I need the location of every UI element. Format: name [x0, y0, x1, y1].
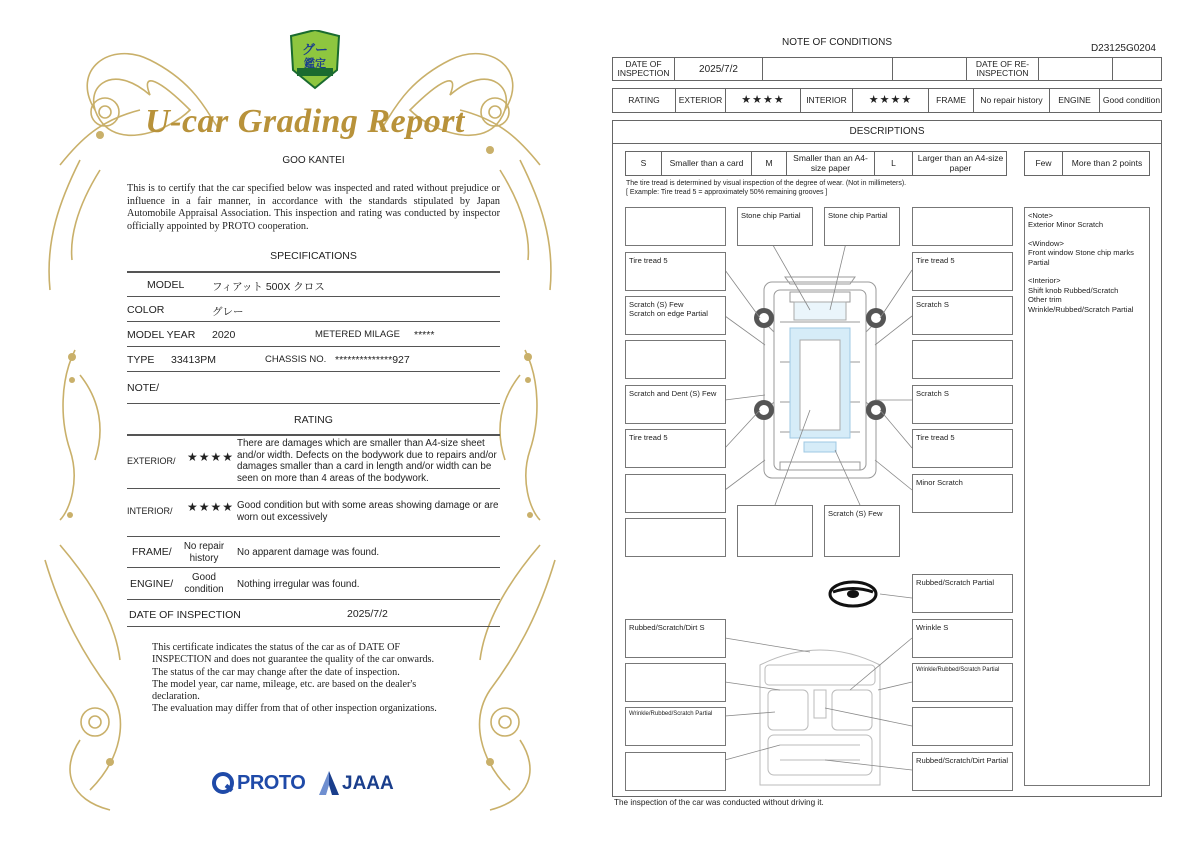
document-id: D23125G0204 — [1090, 43, 1156, 54]
spec-row-note — [127, 372, 500, 404]
exterior-label: EXTERIOR — [676, 89, 726, 112]
color-value: グレー — [212, 306, 244, 318]
footer-line: This certificate indicates the status of the car as of DATE OF — [152, 642, 401, 653]
damage-box-left-front-tire: Tire tread 5 — [625, 252, 726, 291]
date-of-inspection-label: DATE OF INSPECTION — [613, 58, 675, 80]
legend-few: Few — [1025, 152, 1063, 175]
damage-box-right-rear: Minor Scratch — [912, 474, 1013, 513]
proto-logo-text: PROTO — [237, 772, 306, 794]
exterior-stars: ★★★★ — [726, 89, 801, 112]
rating-label: RATING — [613, 89, 676, 112]
damage-box-rear-seat: Rubbed/Scratch/Dirt Partial — [912, 752, 1013, 791]
frame-description: No apparent damage was found. — [237, 547, 380, 558]
date-of-reinspection-label: DATE OF RE-INSPECTION — [967, 58, 1039, 80]
chassis-value: **************927 — [335, 354, 410, 366]
damage-box-right-front: Scratch S — [912, 296, 1013, 335]
damage-box-empty — [625, 207, 726, 246]
damage-box-empty — [737, 505, 813, 557]
exterior-label: EXTERIOR/ — [127, 456, 176, 466]
engine-label: ENGINE — [1050, 89, 1100, 112]
type-value: 33413PM — [171, 354, 216, 366]
svg-text:鑑定: 鑑定 — [304, 57, 326, 70]
svg-text:グー: グー — [301, 43, 329, 58]
interior-description: Good condition but with some areas showing damage or are worn out excessively — [237, 500, 499, 523]
model-year-value: 2020 — [212, 329, 236, 341]
damage-box-empty — [625, 663, 726, 702]
tire-note-2: [ Example: Tire tread 5 = approximately 50% remaining grooves ] — [626, 189, 828, 196]
damage-box-right-trim: Wrinkle/Rubbed/Scratch Partial — [912, 663, 1013, 702]
chassis-label: CHASSIS NO. — [265, 354, 327, 365]
rating-row-engine — [127, 568, 500, 600]
damage-box-right-door: Scratch S — [912, 385, 1013, 424]
damage-box-right-rear-tire: Tire tread 5 — [912, 429, 1013, 468]
notes-line: Wrinkle/Rubbed/Scratch Partial — [1028, 304, 1134, 314]
damage-box-right-seat: Wrinkle S — [912, 619, 1013, 658]
metered-milage-label: METERED MILAGE — [315, 329, 400, 340]
damage-box-empty — [625, 752, 726, 791]
damage-box-steering: Rubbed/Scratch Partial — [912, 574, 1013, 613]
interior-label: INTERIOR — [801, 89, 853, 112]
certificate-intro: This is to certify that the car specified below was inspected and rated without prejudice or influence in a fair manner, in accordance with the standards stipulated by Japan Automobile Appraisal Association. This inspection and rating was conducted by inspector officially appointed by PROTO cooperation. — [127, 183, 500, 232]
descriptions-heading: DESCRIPTIONS — [612, 120, 1162, 144]
damage-box-left-trim: Wrinkle/Rubbed/Scratch Partial — [625, 707, 726, 746]
interior-stars: ★★★★ — [187, 500, 235, 514]
damage-box-left-door: Scratch and Dent (S) Few — [625, 385, 726, 424]
model-label: MODEL — [147, 279, 185, 291]
damage-box-right-front-tire: Tire tread 5 — [912, 252, 1013, 291]
legend-s: S — [626, 152, 662, 175]
interior-label: INTERIOR/ — [127, 506, 173, 516]
footer-line: The evaluation may differ from that of other inspection organizations. — [152, 703, 437, 715]
frame-value: No repair history — [183, 541, 225, 564]
spec-row-color — [127, 297, 500, 322]
spec-row-model-year — [127, 322, 500, 347]
goo-kantei-badge-icon — [287, 30, 343, 90]
rating-row-interior — [127, 489, 500, 537]
damage-box-empty — [912, 707, 1013, 746]
legend-m-desc: Smaller than an A4-size paper — [787, 152, 875, 175]
frame-label: FRAME — [929, 89, 974, 112]
notes-line: Other trim — [1028, 295, 1062, 305]
notes-line: Exterior Minor Scratch — [1028, 220, 1104, 230]
spec-row-model — [127, 272, 500, 297]
damage-box-rear: Scratch (S) Few — [824, 505, 900, 557]
damage-box-empty — [625, 518, 726, 557]
damage-box-dashboard: Rubbed/Scratch/Dirt S — [625, 619, 726, 658]
report-title: U-car Grading Report — [145, 103, 465, 140]
engine-label: ENGINE/ — [130, 578, 174, 590]
notes-line: Front window Stone chip marks Partial — [1028, 248, 1134, 267]
rating-row-exterior — [127, 435, 500, 489]
date-of-inspection-row — [127, 600, 500, 627]
rating-heading: RATING — [294, 414, 333, 426]
note-label: NOTE/ — [127, 382, 160, 394]
footer-line: declaration. — [152, 691, 200, 703]
jaaa-logo-icon — [318, 770, 340, 796]
legend-few-desc: More than 2 points — [1071, 157, 1143, 168]
notes-line: <Note> — [1028, 211, 1053, 220]
rating-row-frame — [127, 537, 500, 568]
certificate-footer — [152, 642, 482, 716]
damage-box-empty — [912, 207, 1013, 246]
notes-line: Shift knob Rubbed/Scratch — [1028, 285, 1119, 295]
exterior-stars: ★★★★ — [187, 450, 235, 464]
engine-value: Good condition — [184, 572, 224, 595]
color-label: COLOR — [127, 304, 165, 316]
damage-box-empty — [625, 474, 726, 513]
damage-box-front-right: Stone chip Partial — [824, 207, 900, 246]
specifications-heading: SPECIFICATIONS — [270, 250, 357, 262]
model-year-label: MODEL YEAR — [127, 329, 196, 341]
frame-label: FRAME/ — [132, 546, 172, 558]
frame-value: No repair history — [974, 89, 1050, 112]
report-subtitle: GOO KANTEI — [282, 155, 345, 166]
legend-l-desc: Larger than an A4-size paper — [917, 153, 1004, 173]
footer-line: The model year, car name, mileage, etc. are based on the dealer's — [152, 678, 417, 690]
damage-box-left-rear-tire: Tire tread 5 — [625, 429, 726, 468]
notes-line: <Interior> — [1028, 276, 1061, 286]
legend-s-desc: Smaller than a card — [662, 152, 752, 175]
tire-note-1: The tire tread is determined by visual inspection of the degree of wear. (Not in millimeters). — [626, 180, 907, 187]
footer-line: INSPECTION and does not guarantee the quality of the car onwards. — [152, 654, 435, 666]
conditions-title: NOTE OF CONDITIONS — [782, 37, 892, 48]
damage-box-front-left: Stone chip Partial — [737, 207, 813, 246]
legend-l: L — [875, 152, 913, 175]
notes-line: <Window> — [1028, 238, 1064, 248]
spec-row-type — [127, 347, 500, 372]
damage-box-empty — [912, 340, 1013, 379]
date-of-inspection-value: 2025/7/2 — [347, 608, 388, 620]
footer-line: The status of the car may change after the date of inspection. — [152, 666, 400, 678]
date-of-inspection-label: DATE OF INSPECTION — [129, 609, 241, 621]
jaaa-logo-text: JAAA — [342, 773, 394, 794]
model-value: フィアット 500X クロス — [212, 281, 325, 293]
engine-value: Good condition — [1102, 94, 1161, 105]
interior-stars: ★★★★ — [853, 89, 929, 112]
metered-milage-value: ***** — [414, 329, 435, 341]
proto-logo-icon — [212, 771, 236, 797]
note-of-conditions-sheet — [600, 0, 1200, 848]
engine-description: Nothing irregular was found. — [237, 579, 360, 590]
exterior-description: There are damages which are smaller than A4-size sheet and/or width. Defects on the bodywork due to repairs and/or damages smaller than a card in length and/or width can be seen on more than 4 areas of the bodywork. — [237, 438, 497, 484]
damage-box-empty — [625, 340, 726, 379]
date-of-inspection-value: 2025/7/2 — [675, 58, 763, 80]
legend-m: M — [752, 152, 787, 175]
damage-box-left-front: Scratch (S) Few Scratch on edge Partial — [625, 296, 726, 335]
type-label: TYPE — [127, 354, 155, 366]
conditions-footer: The inspection of the car was conducted without driving it. — [614, 798, 824, 807]
